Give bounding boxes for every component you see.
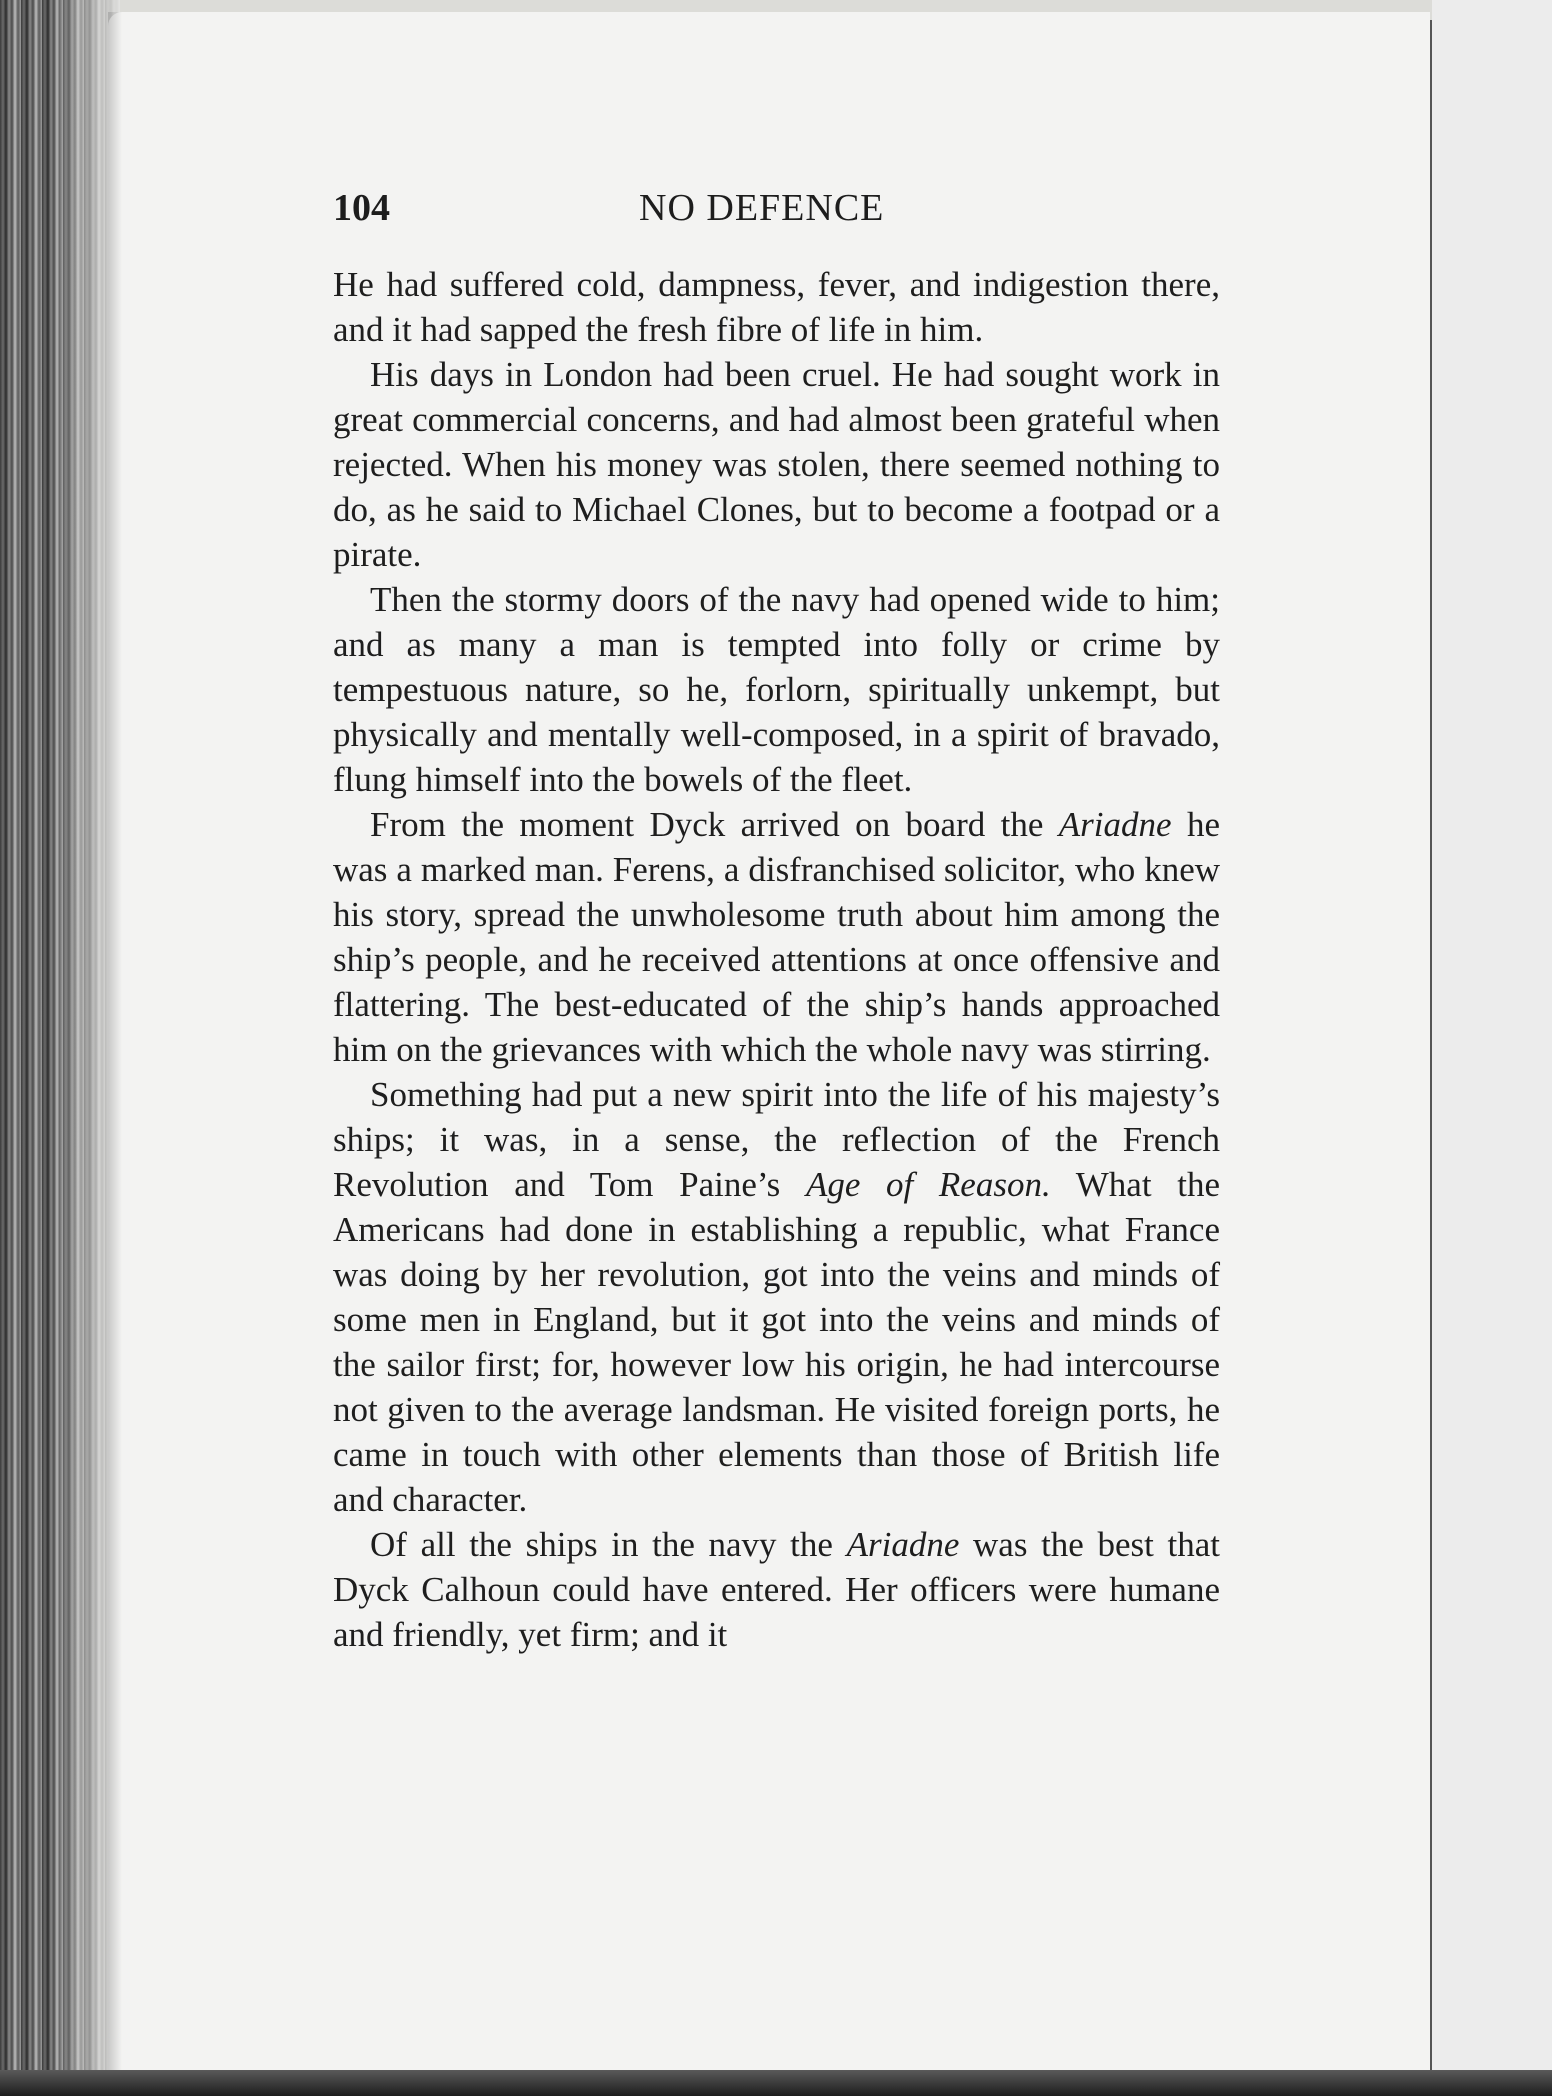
paragraph-2	[333, 352, 1220, 577]
page-gutter-shadow	[108, 12, 122, 2072]
body-text	[333, 262, 1220, 1657]
page-number: 104	[333, 187, 390, 229]
text-segment: Something had put a new spirit into the life of his majesty’s ships; it was, in a sense, the reflection of the French Revolution and Tom Paine’s	[333, 1075, 1220, 1204]
page-header	[333, 186, 1220, 238]
scan-bottom-border	[0, 2070, 1552, 2096]
paragraph-4	[333, 802, 1220, 1072]
paragraph-3	[333, 577, 1220, 802]
paragraph-5	[333, 1072, 1220, 1522]
adjacent-page-edge	[1430, 20, 1432, 2070]
book-title-italic: Age of Reason.	[805, 1165, 1051, 1204]
running-head-title: NO DEFENCE	[639, 187, 885, 229]
text-segment: he was a marked man. Ferens, a disfranchised solicitor, who knew his story, spread the unwholesome truth about him among the ship’s people, and he received attentions at once offensive and flattering. The best-educated of the ship’s hands approached him on the grievances with which the whole navy was stirring.	[333, 805, 1220, 1069]
adjacent-page-strip	[1432, 0, 1552, 2096]
ship-name-italic: Ariadne	[1058, 805, 1172, 844]
ship-name-italic: Ariadne	[846, 1525, 960, 1564]
text-segment: was the best that Dyck Calhoun could have entered. Her officers were humane and friendly, yet firm; and it	[333, 1525, 1220, 1654]
text-segment: His days in London had been cruel. He had sought work in great commercial concerns, and had almost been grateful when rejected. When his money was stolen, there seemed nothing to do, as he said to Michael Clones, but to become a footpad or a pirate.	[333, 355, 1220, 574]
text-segment: From the moment Dyck arrived on board the	[370, 805, 1059, 844]
paragraph-1	[333, 262, 1220, 352]
text-segment: What the Americans had done in establishing a republic, what France was doing by her revolution, got into the veins and minds of some men in England, but it got into the veins and minds of the sailor first; for, however low his origin, he had intercourse not given to the average landsman. He visited foreign ports, he came in touch with other elements than those of British life and character.	[333, 1165, 1220, 1519]
text-segment: Of all the ships in the navy the	[370, 1525, 847, 1564]
text-segment: He had suffered cold, dampness, fever, and indigestion there, and it had sapped the fresh fibre of life in him.	[333, 265, 1220, 349]
paragraph-6	[333, 1522, 1220, 1657]
text-segment: Then the stormy doors of the navy had opened wide to him; and as many a man is tempted into folly or crime by tempestuous nature, so he, forlorn, spiritually unkempt, but physically and mentally well-composed, in a spirit of bravado, flung himself into the bowels of the fleet.	[333, 580, 1220, 799]
